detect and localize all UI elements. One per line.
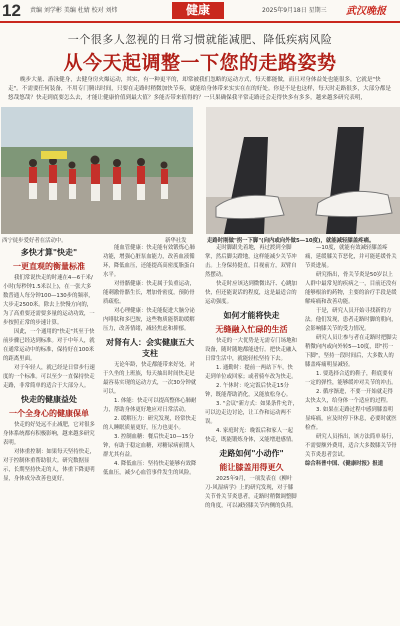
paragraph: 对心理健康：快走能促进大脑分泌内啡肽和多巴胺，这些物质能帮助缓解压力，改善情绪，减轻焦虑和抑郁。 (103, 308, 195, 332)
paragraph: 研究指出，骨关节炎是50岁以上人群中最常见的疾病之一，目前还没有能够根治的药物，主要的治疗手段是缓解疼痛和改善功能。 (305, 272, 397, 305)
edition-info: 责编 刘学彬 美编 杜婧 校对 刘炜 (30, 7, 118, 14)
section-heading: 对肾有人：会实健康五大支柱 (106, 338, 194, 358)
paragraph: 2. 午休时：吃完饭后快走15分钟，既能帮助消化，又能放松身心。 (205, 383, 292, 398)
section-heading: 走路如何"小动作" (219, 449, 284, 458)
paragraph: 走时脚跟先着地，再过渡到全脚掌，然后脚尖蹬地，这样能减少关节冲击。上身保持挺直，目视前方，双臂自然摆动。 (205, 245, 297, 278)
paragraph: 2. 缓解压力：研究发现，经常快走的人睡眠质量更好，压力也更小。 (103, 416, 197, 431)
paragraph: 3. 如果在走路过程中感到膝盖明显疼痛，应及时停下休息，必要时就医检查。 (305, 407, 397, 431)
paragraph: 能血管健康：快走能有效锻炼心肺功能，增强心脏泵血能力，改善血液循环，降低血压，还能提高高密度脂蛋白水平。 (103, 245, 195, 278)
walking-group-illustration (1, 107, 193, 234)
paragraph: 无论年龄，快走都能带来好处。对于久坐的上班族，每天抽出时间快走是最容易实现的运动方式，一次30分钟就可以。 (103, 362, 197, 395)
section-label: 健康 (172, 2, 224, 19)
paragraph: 我们常说快走的时速在4—6千米/小时(每秒钟1.5米以上)，在一张大多数普通人每分钟100—130步的频率，大步走2500米。除去上快慢方向的，为了高重要还需要多量的运动功效，一步按照正常的步速计算。 (3, 275, 95, 326)
article-column-3 (205, 244, 298, 626)
paragraph: 快走时应该达到微微出汗、心跳加快，但还能说话的程度，这是最适合的运动强度。 (205, 281, 297, 305)
walking-feet-photo (206, 107, 400, 234)
paragraph: 对骨骼健康：快走属于负重运动，能刺激骨骼生长，增加骨密度，预防骨质疏松。 (103, 281, 195, 305)
article-lead: 晚步大量、游泳健身，去健身房火爆运动，其实，有一种更平的，却常被我们忽略的运动方式，每天都能做，而且对身体益处也能很多，它就是"快走"。不需要任何装备，不用专门腾出时间，只要在走路时稍微加快节奏，就能给身体带来实实在在的好处。你是不是也这样，每天时走路很多，大部分都是悠哉悠哉？快走到底要怎么去，才能让健康价值到最大值？多能否带来值得的？一只果确保我平常走路还会走得快多有多多，越来越多研究表明， (8, 77, 391, 101)
paragraph: 3. 控制血糖：餐后快走10—15分钟，有助于稳定血糖，对糖尿病前期人群尤其有益。 (103, 434, 195, 458)
paragraph: 1. 体能：快走可以提高整体心肺耐力，帮助身体更好地应对日常活动。 (103, 398, 197, 413)
section-subheading: 无缝融入忙碌的生活 (215, 325, 288, 334)
article-column-2 (103, 244, 197, 626)
paragraph: 1. 通勤时：提前一两站下车，快走到单位或回家；或者骑车改为快走。 (205, 365, 297, 380)
walking-feet-illustration (206, 107, 400, 234)
paragraph: 因此，一个通用的"快走"其至于快前步骤已经达到标准。对于中年人，就在通常运动中的标准，保持好在100米的距离里面。 (3, 329, 95, 362)
paragraph: 对体重控制：如果每天坚持快走，对于控制体重帮助很大。研究数据显示，长期坚持快走的人，体重下降更明显，身体成分改善也更好。 (3, 449, 95, 482)
header-rule (0, 21, 400, 23)
article-headline: 从今天起调整一下您的走路姿势 (63, 52, 337, 74)
section-heading: 多快才算"快走" (20, 248, 78, 257)
section-subheading: 一个全身心的健康保单 (9, 409, 89, 418)
article-column-1 (3, 244, 95, 626)
page-number: 12 (2, 1, 21, 20)
paragraph: 1. 要选择合适的鞋子，鞋底要有一定的弹性，能够缓冲对关节的冲击。 (305, 371, 397, 386)
article-credit: 综合科普中国、《健康时报》报道 (305, 461, 384, 467)
right-photo-caption: 走路时刚做"拐一下脚"(向内或向外做5—10度)，就能减轻膝盖疼痛。 (207, 238, 375, 244)
paragraph: 快走的好处远不止减肥，它对很多身体系统都有积极影响，越来越多研究表明。 (3, 422, 95, 446)
paragraph: 于是，研究人员开始寻找新的方法。他们发现，患者走路时脚的朝向，会影响膝关节的受力情况。 (305, 308, 397, 332)
issue-date: 2025年9月18日 星期三 (262, 7, 327, 14)
paragraph: 2025年9月，一项发表在《柳叶刀-风湿病学》上的研究发现，对于膝关节骨关节炎患者，走路时稍微调整脚的角度，可以减轻膝关节内侧的负荷。 (205, 476, 297, 509)
paragraph: —10度，就能有效减轻膝盖疼痛，延缓膝关节恶化，并可能延缓骨关节炎进展。 (305, 245, 397, 269)
paragraph: 2. 循序渐进，不要一开始就走得太快太久，给身体一个适应的过程。 (305, 389, 393, 404)
paragraph: 快走的一大优势是无需专门场地和设备，随时随地都能进行。把快走融入日常生活中，就能轻松坚持下去。 (205, 338, 297, 362)
paragraph: 研究人员让参与者在走路时把脚尖稍微向内或向外转5—10度，即"拐一下脚"，坚持一段时间后，大多数人的膝盖疼痛明显减轻。 (305, 335, 397, 368)
paragraph: 对于年轻人，就已经是日常步行速度的一个标准。可以至少一直保持快走走路，非常简单的适合于大部分人。 (3, 365, 95, 389)
walking-group-photo (1, 107, 193, 234)
section-subheading: 一更直观的衡量标准 (13, 262, 85, 271)
left-photo-caption: 西宁徒步爱好者在活动中。 (2, 238, 67, 244)
paragraph: 3. "会议"新方式：如果条件允许，可以边走边讨论，让工作和运动两不误。 (205, 401, 298, 425)
section-heading: 快走的健康益处 (21, 395, 77, 404)
left-photo-credit: 新华社发 (165, 238, 187, 244)
newspaper-logo: 武汉晚报 (346, 6, 386, 17)
paragraph: 4. 降低血压：坚持快走能够有效降低血压，减少心血管事件发生的风险。 (103, 461, 197, 476)
paragraph: 研究人员指出，该方法简单易行，不需要额外费用，适合大多数膝关节骨关节炎患者尝试。 (305, 434, 397, 458)
article-subtitle: 一个很多人忽视的日常习惯就能减肥、降低疾病风险 (67, 33, 333, 46)
section-subheading: 能让膝盖用得更久 (219, 463, 284, 472)
article-column-4 (305, 244, 398, 626)
page-header (0, 0, 400, 22)
paragraph: 4. 家庭时光：晚饭后和家人一起快走，既能锻炼身体，又能增进感情。 (205, 428, 297, 443)
section-heading: 如何才能将快走 (223, 311, 280, 320)
